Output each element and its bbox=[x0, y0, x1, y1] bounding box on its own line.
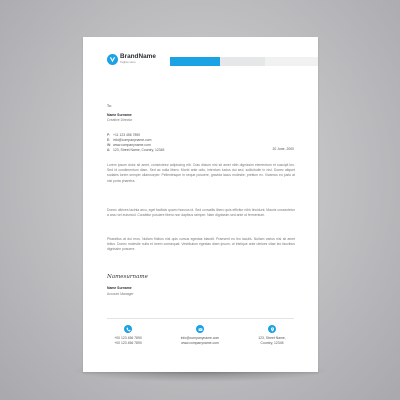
contact-email-value: info@companyname.com bbox=[113, 138, 152, 142]
brand-name: BrandName bbox=[120, 53, 156, 60]
footer-phone bbox=[98, 325, 158, 345]
footer-email bbox=[170, 325, 230, 345]
header-bar-lighter bbox=[265, 57, 318, 66]
location-icon bbox=[268, 325, 276, 333]
recipient-role: Creative Director bbox=[107, 118, 133, 122]
footer-phone-line: +00 123 456 7890 bbox=[114, 336, 142, 340]
contact-address-key: A: bbox=[107, 148, 111, 152]
contact-web-value: www.companyname.com bbox=[113, 143, 151, 147]
contact-web-key: W: bbox=[107, 143, 112, 147]
footer-address-line: 123, Street Name, bbox=[258, 336, 286, 340]
footer-address bbox=[242, 325, 302, 345]
contact-phone-value: +11 123 456 7890 bbox=[113, 133, 141, 137]
letterhead-page bbox=[83, 37, 318, 372]
brand-logo-icon bbox=[107, 54, 118, 65]
footer-web-line: www.companyname.com bbox=[181, 340, 219, 345]
footer-address-line: Country, 12345 bbox=[260, 340, 284, 345]
signature: Namesurname bbox=[107, 274, 148, 280]
mail-icon bbox=[196, 325, 204, 333]
signer-role: Account Manager bbox=[107, 292, 134, 296]
letter-date: 20 June, 2000 bbox=[272, 147, 294, 151]
header-bar-light bbox=[220, 57, 265, 66]
contact-email-key: E: bbox=[107, 138, 111, 142]
body-paragraph: Phasellus at dui eros. Nullam finibus nisl quis cursus egestas blandit. Praesent eu leo iaculis. Nullam varius nisi sit amet tellus. Donec molestie nulla et lorem consequat. Vestibulum egestas diam ipsum, ut tristique ante ultrices vitae leo faucibus dignissim posuere. bbox=[107, 237, 295, 252]
brand-tagline: Tagline Here bbox=[120, 60, 136, 64]
to-label: To: bbox=[107, 104, 112, 108]
contact-address-value: 123, Street Name, Country, 12345 bbox=[113, 148, 165, 152]
phone-icon bbox=[124, 325, 132, 333]
contact-address bbox=[107, 148, 164, 153]
body-paragraph: Lorem ipsum dolor sit amet, consectetur adipiscing elit. Cras dictum nisl sit amet nibh dignissim elementum et suscipit leo. Sed id condimentum diam. Sed ac nulla libero. Morbi ante odio, interdum luctus dui sed, sollicitudin in nisl. Donec aliquet sodales lorem semper ullamcorper. Pellentesque in neque posuere, gravida lacus molestie, pretium ex. Vivamus eu justo at nisi porta pharetra. bbox=[107, 163, 295, 183]
contact-phone-key: P: bbox=[107, 133, 111, 137]
recipient-name: Name Surname bbox=[107, 113, 132, 117]
body-paragraph: Donec ultrices lacinia arcu, eget facilisis quam rhoncus id. Sed convallis libero quis efficitur nibh tincidunt. Mauris consectetur a arcu vel euismod. Curabitur posuere libero non dapibus semper. Nam dignissim sed ante ut fermentum. bbox=[107, 208, 295, 218]
footer-divider bbox=[107, 318, 294, 319]
footer-phone-line: +00 123 456 7890 bbox=[114, 340, 142, 345]
footer-email-line: info@companyname.com bbox=[180, 336, 220, 340]
signer-name: Name Surname bbox=[107, 286, 132, 290]
header-accent-bar bbox=[170, 57, 220, 66]
